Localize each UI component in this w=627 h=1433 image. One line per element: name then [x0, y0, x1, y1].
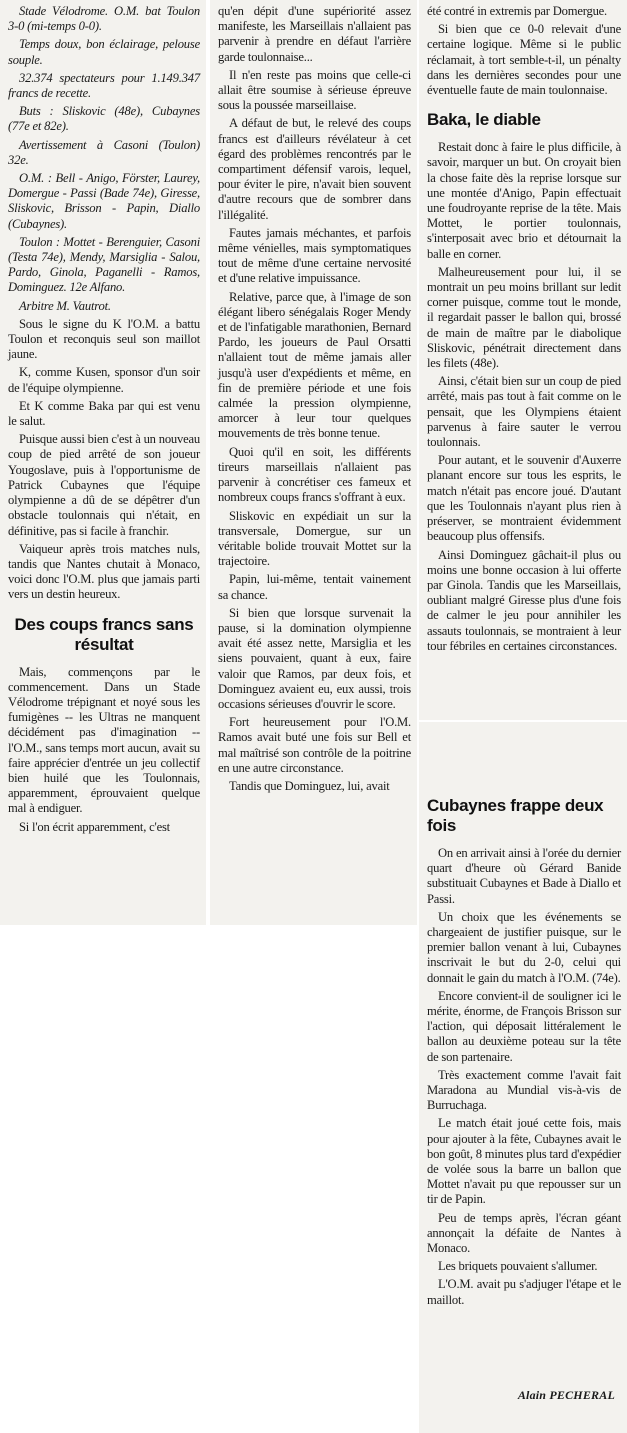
column-2	[210, 0, 417, 925]
paragraph: Sous le signe du K l'O.M. a battu Toulon et reconquis seul son maillot jaune.	[8, 316, 200, 362]
paragraph: Malheureusement pour lui, il se montrait un peu moins brillant sur ledit corner puisque, comme tout le monde, il regardait passer le ballon qui, brossé de main de maître par le diabolique Sliskovic, pénétrait directement dans les filets (48e).	[427, 264, 621, 371]
paragraph: Mais, commençons par le commencement. Dans un Stade Vélodrome trépignant et noyé sous les fumigènes -- les Ultras ne manquent décidément pas d'imagination -- l'O.M., sans temps mort aucun, avait su faire apprécier d'entrée un jeu collectif bien huilé que les Toulonnais, apparemment, éprouvaient quelque mal à endiguer.	[8, 664, 200, 816]
lineup-om: O.M. : Bell - Anigo, Förster, Laurey, Domergue - Passi (Bade 74e), Giresse, Sliskovic, Brisson - Papin, Diallo (Cubaynes).	[8, 171, 200, 231]
paragraph: Peu de temps après, l'écran géant annonçait la défaite de Nantes à Monaco.	[427, 1210, 621, 1256]
match-attendance: 32.374 spectateurs pour 1.149.347 francs de recette.	[8, 70, 200, 101]
paragraph: Et K comme Baka par qui est venu le salut.	[8, 398, 200, 429]
paragraph: Encore convient-il de souligner ici le mérite, énorme, de François Brisson sur l'action, qui déposait littéralement le ballon au deuxième poteau sur la tête de son partenaire.	[427, 988, 621, 1064]
paragraph: Restait donc à faire le plus difficile, à savoir, marquer un but. On croyait bien la chose faite dès la reprise lorsque sur une montée d'Anigo, Papin effectuait une foudroyante reprise de la tête. Mais Mottet, le portier toulonnais, s'interposait avec brio et détournait la balle en corner.	[427, 140, 621, 261]
column-3-top	[419, 0, 627, 720]
paragraph: Puisque aussi bien c'est à un nouveau coup de pied arrêté de son joueur Yougoslave, puis à l'opportunisme de Patrick Cubaynes que l'équipe olympienne a dû de se dépêtrer d'un obstacle toulonnais qui n'était, en définitive, pas si facile à franchir.	[8, 432, 200, 538]
paragraph: Tandis que Dominguez, lui, avait	[229, 778, 390, 793]
paragraph: L'O.M. avait pu s'adjuger l'étape et le maillot.	[427, 1277, 621, 1307]
match-referee: Arbitre M. Vautrot.	[19, 298, 111, 313]
paragraph: Un choix que les événements se chargeaient de justifier puisque, sur le premier ballon venant à lui, Cubaynes inscrivait le but du 2-0, celui qui donnait le gain du match à l'O.M. (74e).	[427, 909, 621, 985]
paragraph: Papin, lui-même, tentait vainement sa chance.	[218, 572, 411, 602]
paragraph: Les briquets pouvaient s'allumer.	[438, 1259, 598, 1274]
paragraph: Si bien que lorsque survenait la pause, si la domination olympienne avait été assez nette, Marsiglia et les siens pouvaient, quant à eux, faire valoir que Ramos, par deux fois, et Dominguez avaient eu, eux aussi, trois occasions sérieuses d'ouvrir le score.	[218, 605, 411, 711]
section-heading: Des coups francs sans résultat	[14, 614, 194, 654]
paragraph: Fautes jamais méchantes, et parfois même vénielles, mais symptomatiques tout de même d'une certaine nervosité et d'une relative impuissance.	[218, 225, 411, 286]
paragraph: Fort heureusement pour l'O.M. Ramos avait buté une fois sur Bell et mal maîtrisé son contrôle de la poitrine en une autre circonstance.	[218, 715, 411, 775]
paragraph: Pour autant, et le souvenir d'Auxerre planant encore sur tous les esprits, le match n'était pas encore joué. D'autant que les Toulonnais n'ayant plus rien à préserver, se montraient évidemment beaucoup plus offensifs.	[427, 453, 621, 544]
paragraph: Si bien que ce 0-0 relevait d'une certaine logique. Même si le public réclamait, à tort semble-t-il, un pénalty dans les dernières secondes pour une éventuelle faute de main toulonnaise.	[427, 22, 621, 98]
match-goals: Buts : Sliskovic (48e), Cubaynes (77e et 82e).	[8, 104, 200, 134]
paragraph: Si l'on écrit apparemment, c'est	[19, 819, 170, 834]
paragraph: Sliskovic en expédiait un sur la transversale, Domergue, sur un véritable bolide trouvait Mottet sur la trajectoire.	[218, 508, 411, 569]
paragraph: Vaiqueur après trois matches nuls, tandis que Nantes chutait à Monaco, voici donc l'O.M. plus que jamais parti vers un destin heureux.	[8, 541, 200, 602]
lineup-toulon: Toulon : Mottet - Berenguier, Casoni (Testa 74e), Mendy, Marsiglia - Salou, Pardo, Ginola, Paganelli - Ramos, Dominguez. 12e Alfano.	[8, 234, 200, 295]
paragraph: Très exactement comme l'avait fait Maradona au Mundial vis-à-vis de Burruchaga.	[427, 1067, 621, 1113]
paragraph: On en arrivait ainsi à l'orée du dernier quart d'heure où Gérard Banide substituait Cubaynes et Bade à Diallo et Passi.	[427, 846, 621, 906]
paragraph: qu'en dépit d'une supériorité assez manifeste, les Marseillais n'allaient pas parvenir à prendre en défaut l'arrière garde toulonnaise...	[218, 4, 411, 64]
section-heading: Cubaynes frappe deux fois	[427, 796, 604, 835]
column-1	[0, 0, 206, 925]
paragraph: été contré in extremis par Domergue.	[427, 4, 608, 18]
paragraph: A défaut de but, le relevé des coups francs est d'ailleurs révélateur à cet égard des problèmes rencontrés par le compartiment défensif varois, lequel, pour éviter le pire, n'avait bien souvent d'autre recours que de sombrer dans l'illégalité.	[218, 116, 411, 222]
paragraph: K, comme Kusen, sponsor d'un soir de l'équipe olympienne.	[8, 365, 200, 395]
paragraph: Ainsi, c'était bien sur un coup de pied arrêté, mais pas tout à fait comme on le pensait, que les Olympiens étaient parvenus à faire sauter le verrou toulonnais.	[427, 374, 621, 450]
paragraph: Le match était joué cette fois, mais pour ajouter à la fête, Cubaynes avait le bon goût, 8 minutes plus tard d'expédier de volée sous la barre un ballon que Mottet n'avait pu que repousser sur un tir de Papin.	[427, 1116, 621, 1207]
paragraph: Quoi qu'il en soit, les différents tireurs marseillais n'allaient pas parvenir à concrétiser ces fameux et nombreux coups francs s'offrant à eux.	[218, 444, 411, 505]
paragraph: Il n'en reste pas moins que celle-ci allait être soumise à sérieuse épreuve sous la poussée marseillaise.	[218, 67, 411, 113]
paragraph: Relative, parce que, à l'image de son élégant libero sénégalais Roger Mendy et de l'infatigable marathonien, Bernard Pardo, les joueurs de Paul Orsatti n'allaient tout de même jamais aller jusqu'à user d'expédients et même, en fin de première période et une fois calmée la pression olympienne, amorcer à leur tour quelques mouvements de très bonne tenue.	[218, 289, 411, 441]
section-heading: Baka, le diable	[427, 110, 541, 130]
author-signature: Alain PECHERAL	[517, 1388, 615, 1402]
match-venue: Stade Vélodrome. O.M. bat Toulon 3-0 (mi-temps 0-0).	[8, 4, 200, 34]
paragraph: Ainsi Dominguez gâchait-il plus ou moins une bonne occasion à lui offerte par Ginola. Tandis que les Marseillais, oubliant malgré Giresse plus d'une fois de calmer le jeu pour annihiler les assauts toulonnais, se montraient à leur tour fébriles en certaines circonstances.	[427, 547, 621, 653]
match-warning: Avertissement à Casoni (Toulon) 32e.	[8, 137, 200, 167]
column-3-bottom	[419, 722, 627, 1433]
match-weather: Temps doux, bon éclairage, pelouse souple.	[8, 37, 200, 67]
